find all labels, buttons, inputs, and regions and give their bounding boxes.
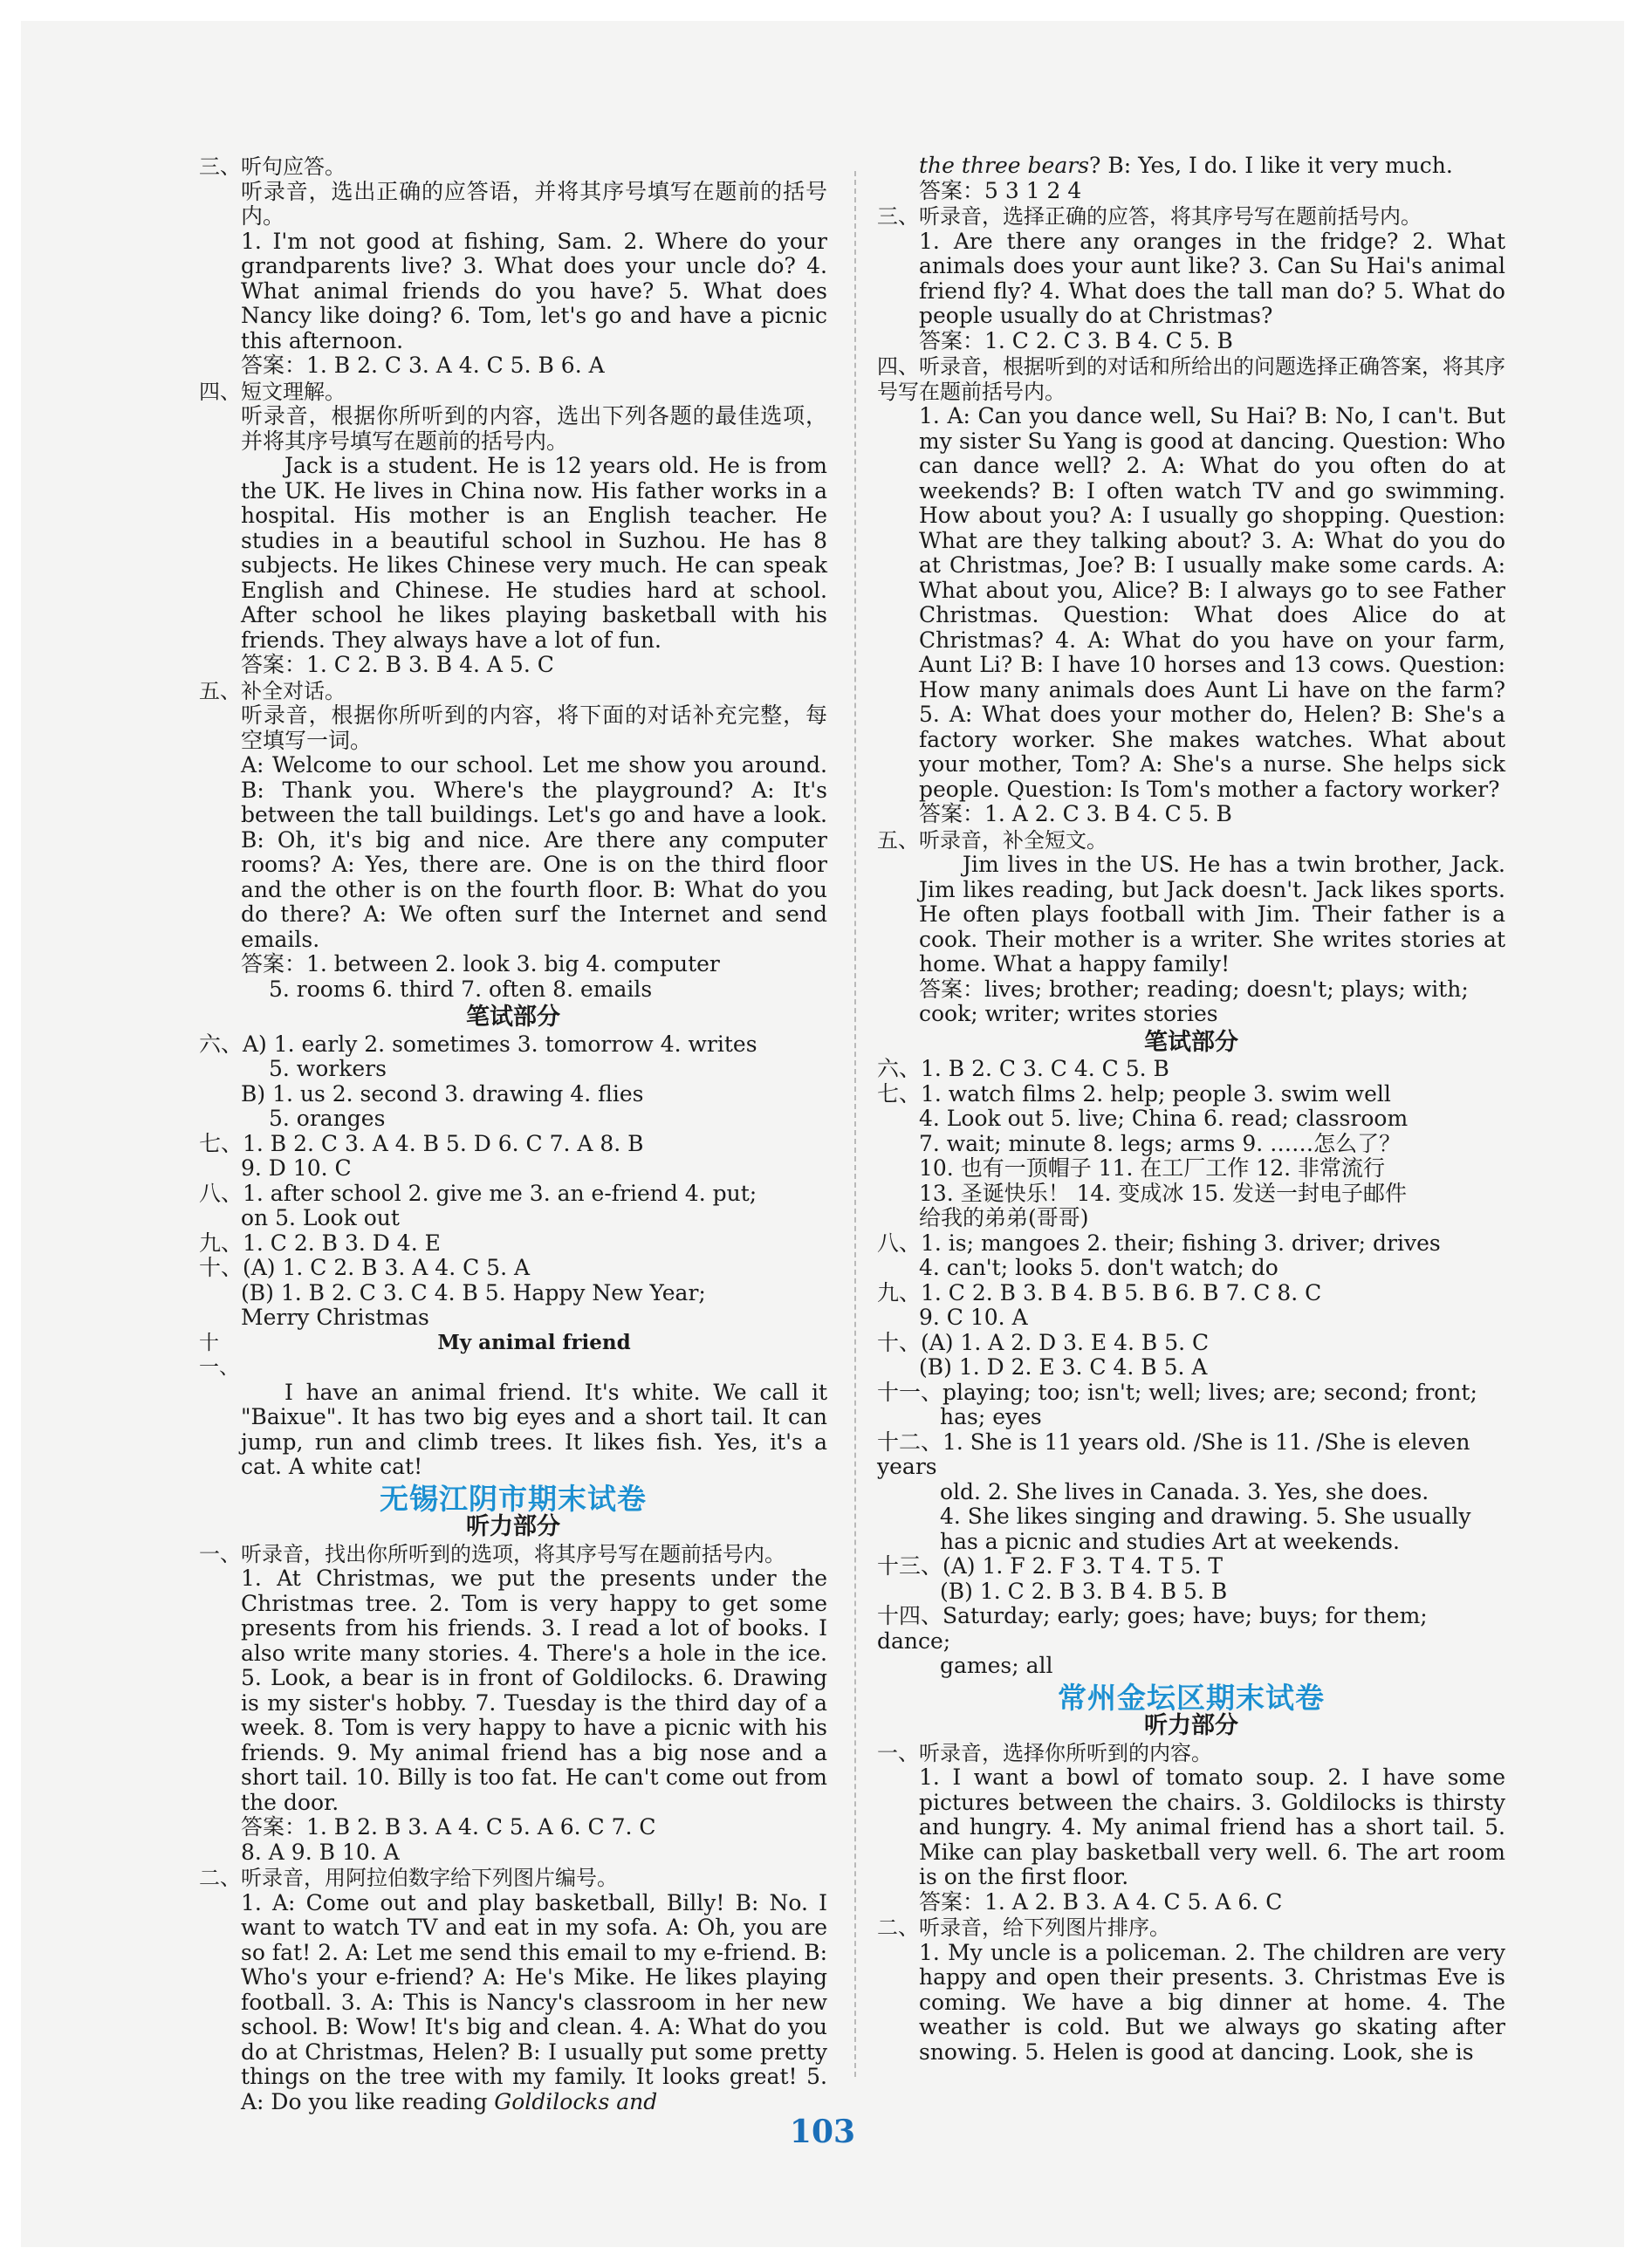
instruction: 听录音，根据你所听到的内容，将下面的对话补充完整，每空填写一词。 — [241, 702, 827, 753]
exam-title: 无锡江阴市期末试卷 — [380, 1481, 647, 1516]
answer-line: 4. Look out 5. live; China 6. read; classroom — [919, 1106, 1409, 1131]
dialogue-script — [199, 1891, 827, 2115]
written-part-heading: 笔试部分 — [1144, 1028, 1238, 1056]
answer-line: 9. D 10. C — [241, 1155, 352, 1181]
section-title: 二、听录音，用阿拉伯数字给下列图片编号。 — [199, 1866, 618, 1890]
answer-line: 九、1. C 2. B 3. B 4. B 5. B 6. B 7. C 8. C — [877, 1279, 1322, 1305]
answer-key: 答案：1. C 2. C 3. B 4. C 5. B — [919, 327, 1233, 353]
answer-line: 十三、(A) 1. F 2. F 3. T 4. T 5. T — [877, 1553, 1223, 1579]
section-title: 一、听录音，选择你所听到的内容。 — [877, 1740, 1212, 1765]
section-title: 三、听录音，选择正确的应答，将其序号写在题前括号内。 — [877, 204, 1422, 229]
instruction: 听录音，根据你所听到的内容，选出下列各题的最佳选项，并将其序号填写在题前的括号内。 — [241, 403, 827, 454]
page-number: 103 — [789, 2114, 856, 2150]
listening-script: 1. My uncle is a policeman. 2. The children are very happy and open their presents. 3. Christmas Eve is coming. We have a big dinner at home. 4. The weather is cold. But we always go skating after snowing. 5. Helen is good at dancing. Look, she is — [919, 1939, 1505, 2065]
book-title: the three bears — [919, 153, 1090, 178]
essay-title: My animal friend — [437, 1330, 631, 1354]
answer-key: 答案：lives; brother; reading; doesn't; plays; with; — [919, 976, 1469, 1002]
answer-line: 9. C 10. A — [919, 1305, 1028, 1330]
answer-line: 给我的弟弟(哥哥) — [919, 1205, 1089, 1230]
answer-line: 八、1. is; mangoes 2. their; fishing 3. driver; drives — [877, 1230, 1441, 1256]
essay-row — [199, 1331, 827, 1381]
dialogue-script: A: Welcome to our school. Let me show you around. B: Thank you. Where's the playground? A: It's between the tall buildings. Let's go and have a look. B: Oh, it's big and nice. Are there any computer rooms? A: Yes, there are. One is on the third floor and the other is on the fourth floor. B: What do you do there? A: We often surf the Internet and send emails. — [241, 752, 827, 952]
answer-line: 十一、playing; too; isn't; well; lives; are; second; front; — [877, 1379, 1477, 1405]
answer-line: (B) 1. D 2. E 3. C 4. B 5. A — [919, 1354, 1208, 1380]
section-title: 四、听录音，根据听到的对话和所给出的问题选择正确答案，将其序号写在题前括号内。 — [877, 354, 1505, 404]
answer-line: 六、1. B 2. C 3. C 4. C 5. B — [877, 1056, 1169, 1081]
left-column — [199, 154, 827, 2114]
answer-key: 8. A 9. B 10. A — [241, 1839, 400, 1865]
answer-line: 十、(A) 1. A 2. D 3. E 4. B 5. C — [877, 1329, 1210, 1355]
essay-body: I have an animal friend. It's white. We call it "Baixue". It has two big eyes and a short tail. It can jump, run and climb trees. It likes fish. Yes, it's a cat. A white cat! — [241, 1379, 827, 1479]
answer-line: Merry Christmas — [241, 1305, 429, 1330]
section-title: 四、短文理解。 — [199, 379, 346, 404]
answer-line: 十、(A) 1. C 2. B 3. A 4. C 5. A — [199, 1255, 531, 1280]
answer-line: 七、1. B 2. C 3. A 4. B 5. D 6. C 7. A 8. B — [199, 1130, 644, 1156]
dialogue-script: 1. A: Can you dance well, Su Hai? B: No, I can't. But my sister Su Yang is good at dancing. Question: Who can dance well? 2. A: What do you often do at weekends? B: I often watch TV and go swimming. How about you? A: I usually go shopping. Question: What are they talking about? 3. A: What do you do at Christmas, Joe? B: I usually make some cards. A: What about you, Alice? B: I always go to see Father Christmas. Question: What does Alice do at Christmas? 4. A: What do you have on your farm, Aunt Li? B: I have 10 horses and 13 cows. Question: How many animals does Aunt Li have on the farm? 5. A: What does your mother do, Helen? B: She's a factory worker. She makes watches. What about your mother, Tom? A: She's a nurse. She helps sick people. Question: Is Tom's mother a factory worker? — [919, 403, 1505, 802]
answer-key: 答案：1. C 2. B 3. B 4. A 5. C — [241, 652, 554, 677]
answer-line: 八、1. after school 2. give me 3. an e-friend 4. put; — [199, 1180, 757, 1206]
right-column — [877, 154, 1505, 2065]
answer-line: 九、1. C 2. B 3. D 4. E — [199, 1230, 441, 1256]
answer-line: has a picnic and studies Art at weekends. — [940, 1528, 1400, 1554]
instruction: 听录音，选出正确的应答语，并将其序号填写在题前的括号内。 — [241, 178, 827, 229]
answer-key: 5. rooms 6. third 7. often 8. emails — [269, 976, 653, 1002]
column-divider — [854, 171, 856, 2077]
answer-line: (B) 1. B 2. C 3. C 4. B 5. Happy New Year; — [241, 1279, 706, 1305]
answer-key: 答案：1. A 2. B 3. A 4. C 5. A 6. C — [919, 1888, 1283, 1915]
section-title: 二、听录音，给下列图片排序。 — [877, 1915, 1170, 1940]
answer-line: 7. wait; minute 8. legs; arms 9. ……怎么了？ — [919, 1130, 1402, 1156]
listening-part-heading: 听力部分 — [1144, 1712, 1238, 1739]
answer-line: 10. 也有一顶帽子 11. 在工厂工作 12. 非常流行 — [919, 1155, 1386, 1181]
answer-line: 十四、Saturday; early; goes; have; buys; for them; dance; — [877, 1603, 1428, 1654]
question-label: 十一、 — [199, 1331, 239, 1379]
listening-script: 1. I want a bowl of tomato soup. 2. I have some pictures between the chairs. 3. Goldilocks is thirsty and hungry. 4. My animal friend has a short tail. 5. Mike can play basketball very well. 6. The art room is on the first floor. — [919, 1764, 1505, 1889]
answer-key: 答案：1. between 2. look 3. big 4. computer — [241, 951, 720, 976]
listening-script: 1. I'm not good at fishing, Sam. 2. Where do your grandparents live? 3. What does your uncle do? 4. What animal friends do you have? 5. What does Nancy like doing? 6. Tom, let's go and have a picnic this afternoon. — [241, 228, 827, 353]
listening-script: 1. At Christmas, we put the presents under the Christmas tree. 2. Tom is very happy to get some presents from his friends. 3. I read a lot of books. I also write many stories. 4. There's a hole in the ice. 5. Look, a bear is in front of Goldilocks. 6. Drawing is my sister's hobby. 7. Tuesday is the third day of a week. 8. Tom is very happy to have a picnic with his friends. 9. My animal friend has a big nose and a short tail. 10. Billy is too fat. He can't come out from the door. — [241, 1566, 827, 1815]
answer-line: on 5. Look out — [241, 1205, 400, 1230]
dialogue-text: 1. A: Come out and play basketball, Billy! B: No. I want to watch TV and eat in my sofa. A: Oh, you are so fat! 2. A: Let me send this email to my e-friend. B: Who's your e-friend? A: He's Mike. He likes playing football. 3. A: This is Nancy's classroom in her new school. B: Wow! It's big and clean. 4. A: What do you do at Christmas, Helen? B: I usually put some pretty things on the tree with my family. It looks great! 5. A: Do you like reading — [241, 1889, 827, 2114]
section-title: 一、听录音，找出你所听到的选项，将其序号写在题前括号内。 — [199, 1541, 785, 1566]
answer-key: 答案：1. B 2. C 3. A 4. C 5. B 6. A — [241, 353, 605, 378]
section-title: 五、听录音，补全短文。 — [877, 827, 1107, 853]
section-title: 五、补全对话。 — [199, 678, 346, 703]
answer-line: 4. can't; looks 5. don't watch; do — [919, 1255, 1278, 1280]
answer-line: 5. oranges — [269, 1106, 386, 1131]
listening-passage: Jim lives in the US. He has a twin brother, Jack. Jim likes reading, but Jack doesn't. Jack likes sports. He often plays football with Jim. Their father is a cook. Their mother is a writer. She writes stories at home. What a happy family! — [919, 852, 1505, 976]
listening-part-heading: 听力部分 — [466, 1513, 560, 1540]
exam-title: 常州金坛区期末试卷 — [1058, 1680, 1325, 1715]
answer-line: B) 1. us 2. second 3. drawing 4. flies — [241, 1080, 644, 1107]
answer-key: cook; writer; writes stories — [919, 1001, 1218, 1026]
reading-passage: Jack is a student. He is 12 years old. He is from the UK. He lives in China now. His father works in a hospital. His mother is an English teacher. He studies in a beautiful school in Suzhou. He has 8 subjects. He likes Chinese very much. He can speak English and Chinese. He studies hard at school. After school he likes playing basketball with his friends. They always have a lot of fun. — [241, 453, 827, 653]
answer-line: 十二、1. She is 11 years old. /She is 11. /She is eleven years — [877, 1429, 1470, 1479]
answer-line: old. 2. She lives in Canada. 3. Yes, she does. — [940, 1478, 1429, 1504]
section-title: 三、听句应答。 — [199, 154, 346, 179]
answer-key: 答案：1. A 2. C 3. B 4. C 5. B — [919, 801, 1232, 826]
answer-line: 4. She likes singing and drawing. 5. She usually — [940, 1504, 1471, 1529]
answer-line: games; all — [940, 1653, 1053, 1678]
answer-line: 七、1. watch films 2. help; people 3. swim well — [877, 1080, 1391, 1107]
dialogue-text: ? B: Yes, I do. I like it very much. — [1089, 153, 1453, 178]
answer-line: 13. 圣诞快乐！ 14. 变成冰 15. 发送一封电子邮件 — [919, 1180, 1408, 1206]
listening-script: 1. Are there any oranges in the fridge? 2. What animals does your aunt like? 3. Can Su Hai's animal friend fly? 4. What does the tall man do? 5. What do people usually do at Christmas? — [919, 228, 1505, 328]
answer-key: 答案：5 3 1 2 4 — [919, 177, 1082, 203]
answer-line: (B) 1. C 2. B 3. B 4. B 5. B — [940, 1578, 1228, 1604]
continued-script — [877, 154, 1505, 179]
answer-key: 答案：1. B 2. B 3. A 4. C 5. A 6. C 7. C — [241, 1814, 656, 1840]
written-part-heading: 笔试部分 — [466, 1004, 560, 1031]
book-title: Goldilocks and — [494, 2088, 658, 2114]
answer-line: 5. workers — [269, 1056, 387, 1081]
answer-line: has; eyes — [940, 1404, 1042, 1429]
answer-line: 六、A) 1. early 2. sometimes 3. tomorrow 4. writes — [199, 1031, 757, 1057]
